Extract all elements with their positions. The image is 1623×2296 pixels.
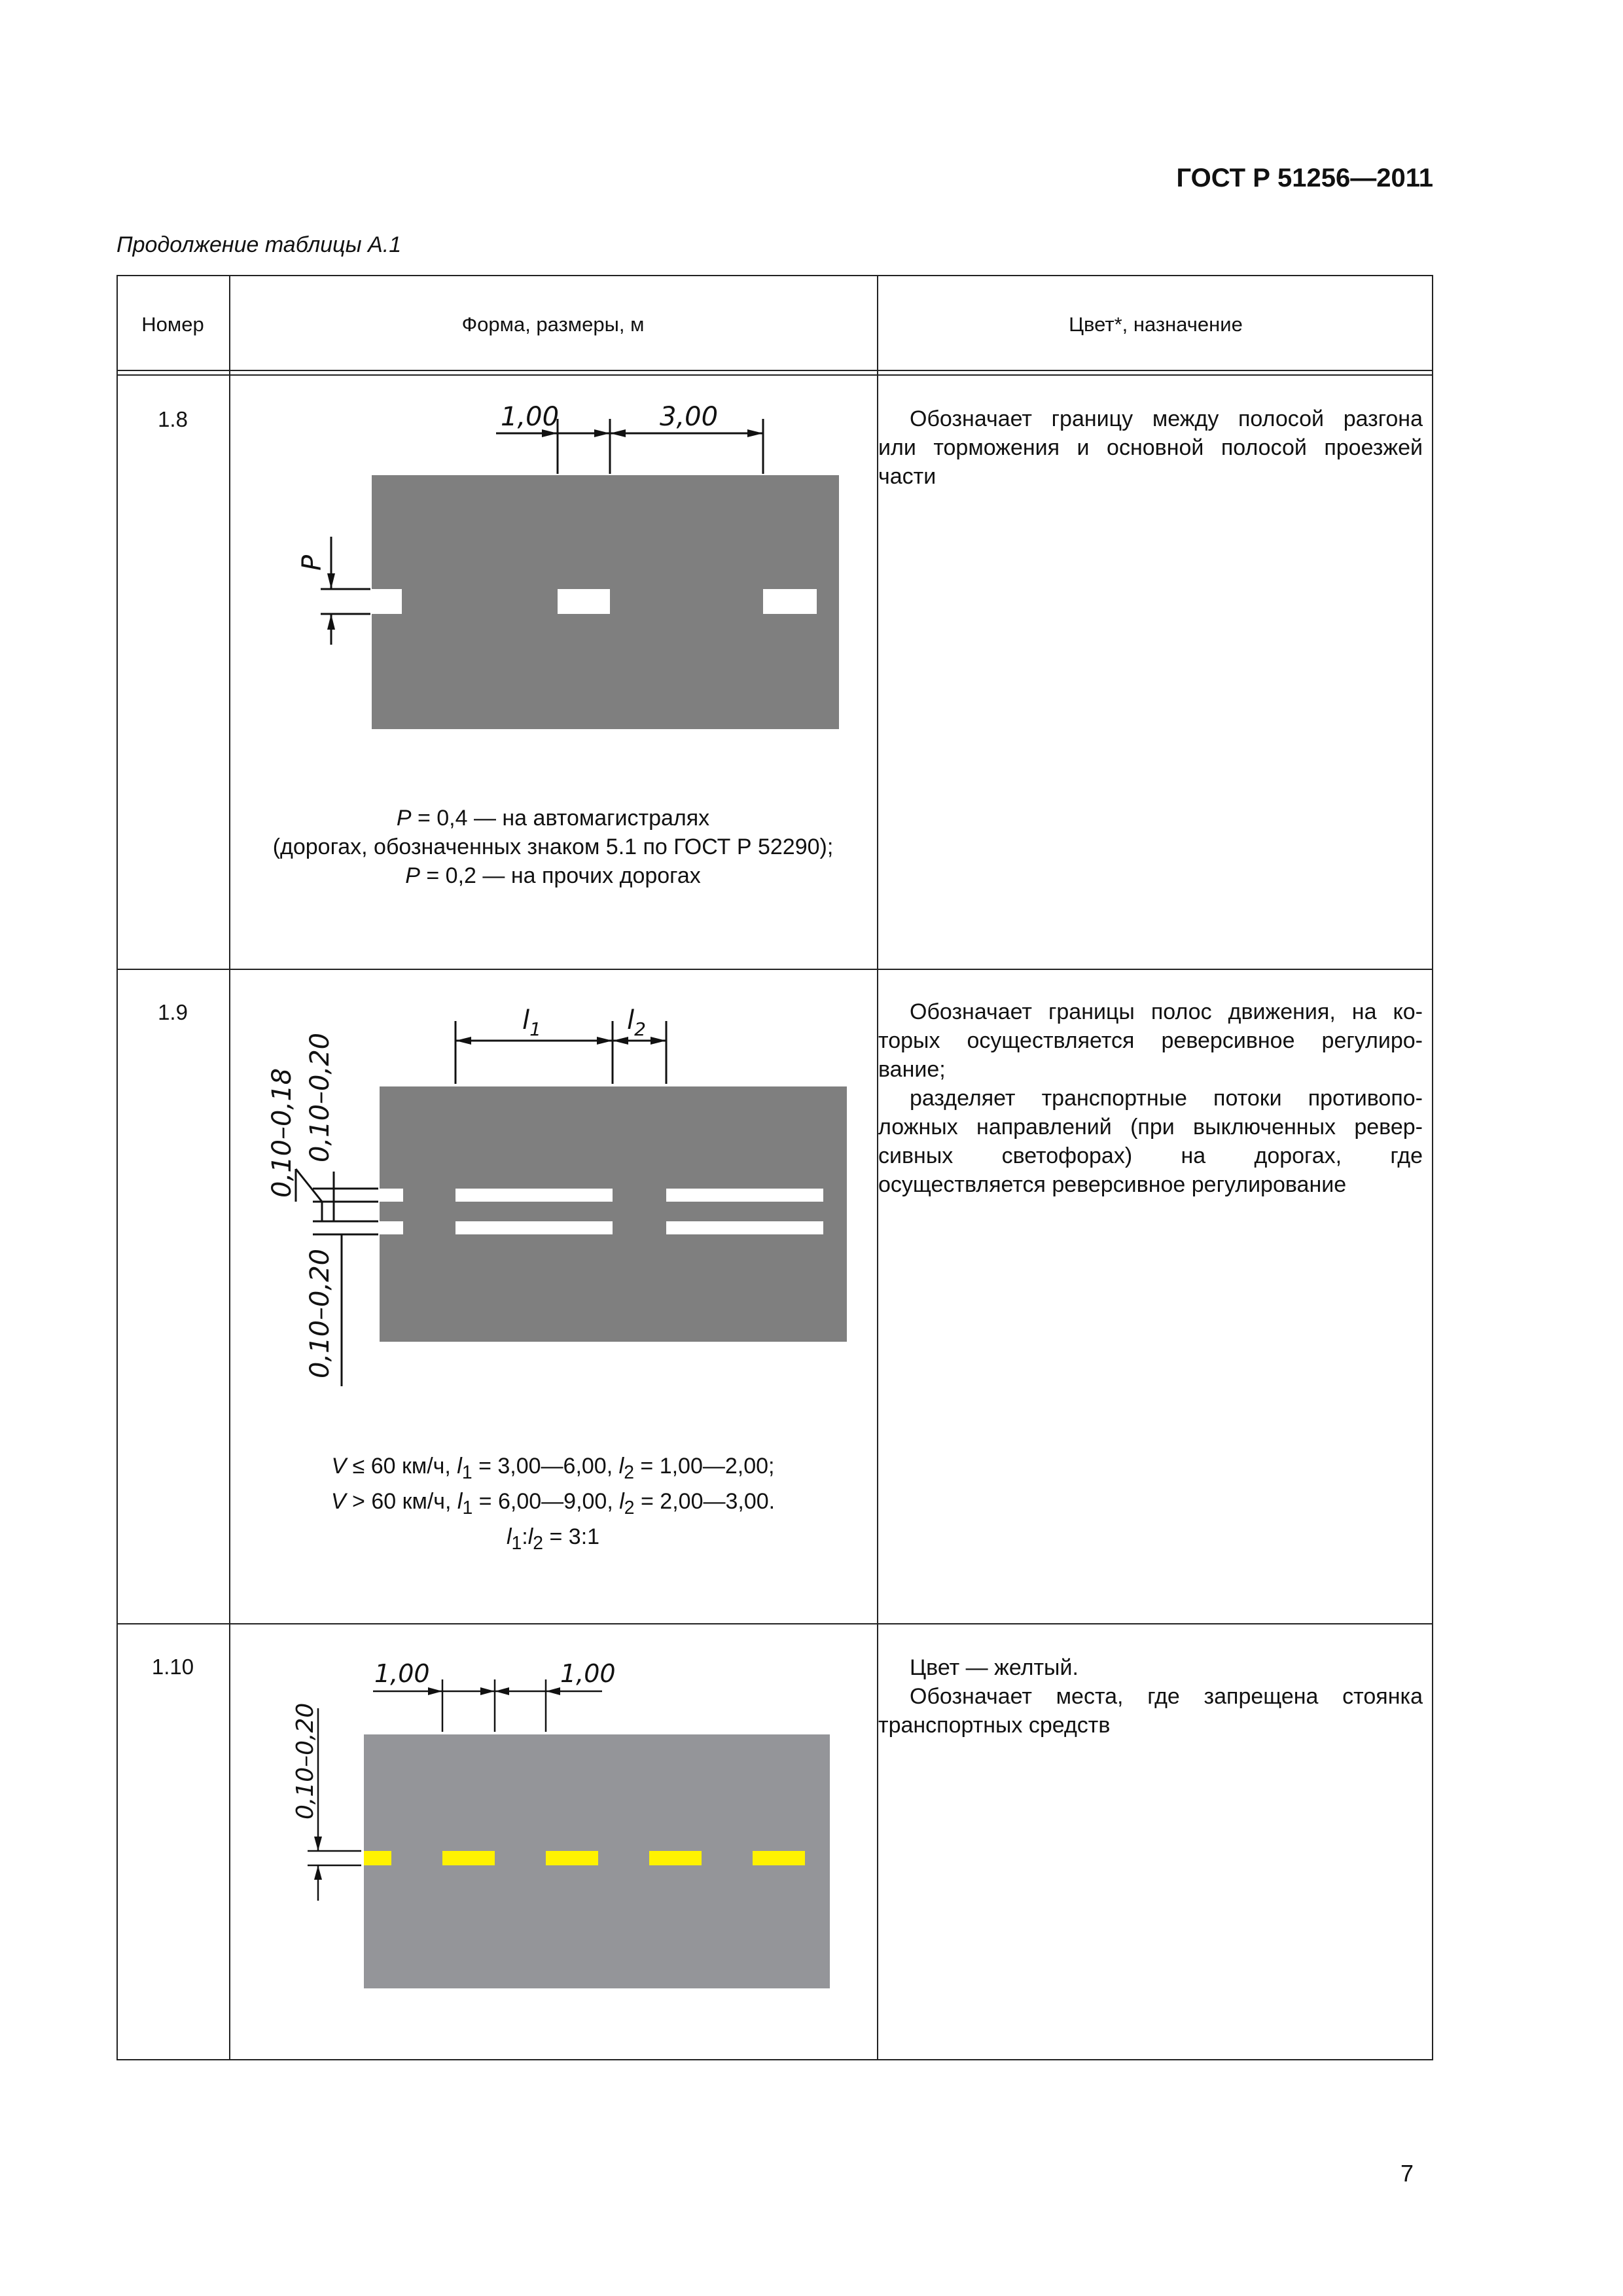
column-header-number: Номер xyxy=(141,313,204,336)
row-number-1-9: 1.9 xyxy=(158,1000,188,1024)
formula-1-9: V ≤ 60 км/ч, $l_1$ = 3,00—6,00, $l_2$ = 1,00—2,00; V > 60 км/ч, $l_1$ = 6,00—9,00, $l_2$ = 2,00—3,00. $l_1:l_2$ = 3:1 xyxy=(330,1454,776,1554)
row-number-1-8: 1.8 xyxy=(158,407,188,431)
dimension-label-v2: 0,10–0,20 xyxy=(305,1032,335,1162)
formula-1-8: P = 0,4 — на автомагистралях (дорогах, обозначенных знаком 5.1 по ГОСТ Р 52290); P = 0,2 — на прочих дорогах xyxy=(272,806,834,888)
dimension-label-a: 1,00 xyxy=(501,402,560,432)
dimension-label-l1: $l_1$ xyxy=(522,1005,541,1040)
yellow-dash xyxy=(442,1851,495,1865)
yellow-dash xyxy=(649,1851,702,1865)
dimension-label-b: 3,00 xyxy=(660,402,719,432)
dimension-label-l2: $l_2$ xyxy=(627,1005,646,1040)
dimension-label-v: 0,10–0,20 xyxy=(292,1702,319,1820)
dimension-label-a: 1,00 xyxy=(374,1659,430,1688)
yellow-dash xyxy=(364,1851,391,1865)
column-header-shape: Форма, размеры, м xyxy=(461,313,645,336)
dimension-label-b: 1,00 xyxy=(560,1659,616,1688)
page-number: 7 xyxy=(1400,2160,1414,2187)
yellow-dash xyxy=(753,1851,805,1865)
standard-header: ГОСТ Р 51256—2011 xyxy=(1176,164,1433,192)
description-1-9: Обозначает границы полос движения, на ко- торых осуществляется реверсивное регулиро- вание; разделяет транспортные потоки противопо- ложных направлений (при выключенных ревер- сивных светофорах) на дорогах, где осуществляется реверсивное регулирование xyxy=(878,999,1423,1197)
description-1-10: Цвет — желтый. Обозначает места, где запрещена стоянка транспортных средств xyxy=(878,1655,1423,1738)
dimension-label-v3: 0,10–0,20 xyxy=(305,1248,335,1378)
description-1-8: Обозначает границу между полосой разгона или торможения и основной полосой проезжей части xyxy=(878,406,1423,489)
yellow-dash xyxy=(546,1851,598,1865)
dimension-label-v1: 0,10–0,18 xyxy=(267,1067,297,1198)
row-number-1-10: 1.10 xyxy=(151,1655,194,1679)
column-header-color: Цвет*, назначение xyxy=(1069,313,1243,336)
dimension-label-p: P xyxy=(297,554,327,571)
table-caption: Продолжение таблицы А.1 xyxy=(116,232,402,257)
